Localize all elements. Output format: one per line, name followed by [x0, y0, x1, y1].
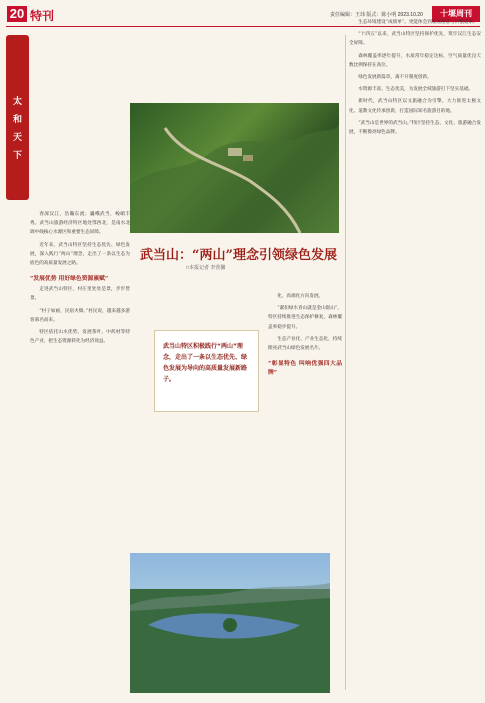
- page-number: 20: [7, 6, 27, 22]
- paragraph: 水资源丰富、生态优美，为发展全域旅游打下坚实基础。: [358, 87, 474, 93]
- paragraph: 生态产业化、产业生态化，持续擦亮武当山绿色发展名片。: [268, 336, 342, 352]
- paragraph: 新时代，武当山特区以文旅融合为引擎，大力推进太极文化、道教文化传承创新，打造国际知名旅游目的地。: [349, 99, 481, 114]
- article-headline: 武当山：“两山”理念引领绿色发展: [140, 248, 337, 263]
- subheading: “彰显特色 叫响优强四大品牌”: [268, 361, 342, 377]
- section-title: 特刊: [30, 9, 55, 23]
- paragraph: 森林覆盖率逐年提升，水质常年稳定达标，空气质量优良天数比例保持在高位。: [349, 53, 481, 68]
- article-byline: □本报记者 李萱馨: [186, 265, 226, 271]
- article-column-a: [30, 210, 130, 690]
- paragraph: “紧扣绿水青山就是金山银山”，特区持续推进生态保护修复，森林覆盖率稳步提升。: [268, 306, 342, 330]
- column-sidebar: [6, 35, 29, 200]
- sidebar-title: 太 和 天 下: [12, 97, 22, 161]
- paragraph: 近年来，武当山特区坚持生态优先、绿色发展，深入践行“两山”理念，走出了一条以生态为底色的高质量发展之路。: [30, 242, 130, 267]
- paragraph: 走进武当山特区，村庄里处处是景，步步皆景。: [30, 287, 130, 302]
- subheading: “发展优势 用好绿色资源禀赋”: [30, 276, 109, 283]
- pull-quote-box: [154, 330, 259, 412]
- article-column-c: [349, 18, 481, 698]
- newspaper-name: 十堰周刊: [432, 6, 480, 22]
- paragraph: 特区依托山水优势，发展茶叶、中药材等特色产业，把生态资源转化为经济效益。: [30, 330, 130, 345]
- article-column-b: [268, 292, 342, 542]
- editorial-meta: 责任编辑：王玮 版式：陈小明 2023.10.20: [330, 12, 423, 18]
- paragraph: “十四五”以来，武当山特区坚持保护优先，筑牢汉江生态安全屏障。: [349, 32, 481, 47]
- aerial-photo-lake: [130, 553, 330, 693]
- pull-quote: 武当山特区积极践行“两山”理念，走出了一条以生态优先、绿色发展为导向的高质量发展新路子。: [163, 343, 248, 383]
- paragraph: “武当山是世界的武当山。”特区坚持生态、文化、旅游融合发展，不断擦亮绿色品牌。: [349, 120, 481, 136]
- aerial-photo-forest: [130, 103, 339, 233]
- column-divider: [345, 35, 346, 690]
- paragraph: 春深汉江，浩瀚东流；巍峨武当，峻峭丰秀。武当山旅游经济特区地处鄂西北，是南水北调中线核心水源区和重要生态屏障。: [30, 212, 130, 236]
- paragraph: “村子如画，民宿火爆。”村民说，越来越多游客慕名而来。: [30, 308, 130, 323]
- paragraph: 绿色发展新篇章，离不开制度创新。: [358, 75, 432, 81]
- paragraph: 生态环境建设“成绩单”。更能体会到发展理念与价值追求。: [358, 20, 478, 25]
- paragraph: 化、高端化方向发展。: [277, 294, 324, 299]
